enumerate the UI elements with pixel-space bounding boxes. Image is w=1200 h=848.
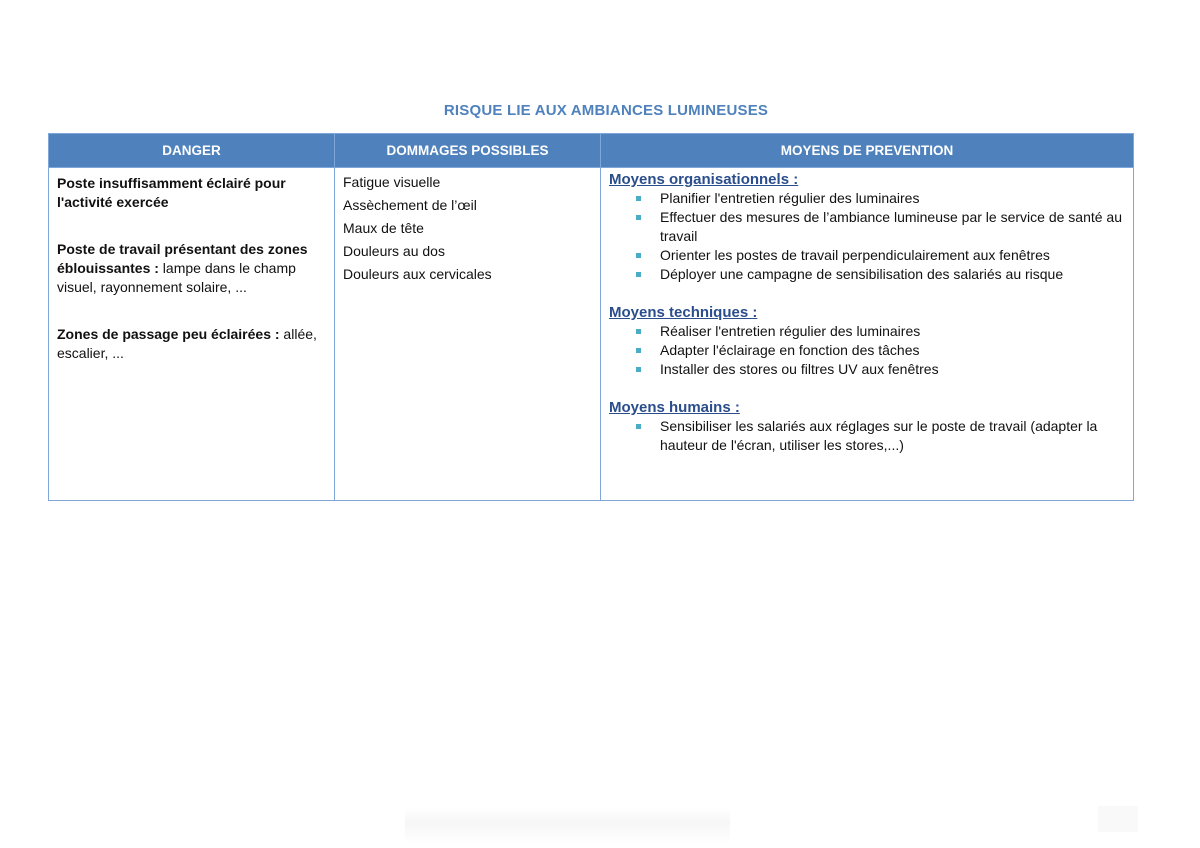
prevention-item-text: Orienter les postes de travail perpendiculairement aux fenêtres — [660, 247, 1050, 263]
table-header-row — [49, 134, 1134, 168]
prevention-item — [609, 246, 1125, 265]
dommage-item: Assèchement de l’œil — [343, 197, 477, 213]
prevention-heading: Moyens humains : — [609, 399, 740, 416]
square-bullet-icon — [636, 215, 641, 220]
danger-item — [57, 325, 326, 363]
prevention-item-text: Sensibiliser les salariés aux réglages sur le poste de travail (adapter la hauteur de l'écran, utiliser les stores,...) — [660, 418, 1098, 453]
square-bullet-icon — [636, 329, 641, 334]
square-bullet-icon — [636, 424, 641, 429]
square-bullet-icon — [636, 253, 641, 258]
prevention-item-text: Réaliser l'entretien régulier des luminaires — [660, 323, 921, 339]
prevention-item-text: Adapter l'éclairage en fonction des tâches — [660, 342, 920, 358]
danger-item — [57, 174, 326, 212]
square-bullet-icon — [636, 348, 641, 353]
prevention-item — [609, 189, 1125, 208]
prevention-group-techniques — [609, 303, 1125, 379]
header-danger: DANGER — [49, 134, 335, 168]
danger-detail: allée, escalier, ... — [57, 326, 317, 361]
danger-title: Poste de travail présentant des zones éblouissantes : — [57, 241, 308, 276]
header-prevention: MOYENS DE PREVENTION — [601, 134, 1134, 168]
prevention-list — [609, 417, 1125, 455]
danger-item — [57, 240, 326, 297]
prevention-item-text: Effectuer des mesures de l’ambiance lumineuse par le service de santé au travail — [660, 209, 1122, 244]
page-number-smudge — [1098, 806, 1138, 832]
table-row — [49, 168, 1134, 501]
prevention-item-text: Planifier l'entretien régulier des luminaires — [660, 190, 920, 206]
dommage-item: Douleurs au dos — [343, 243, 445, 259]
square-bullet-icon — [636, 367, 641, 372]
danger-cell — [49, 168, 335, 501]
prevention-item — [609, 208, 1125, 246]
danger-title: Zones de passage peu éclairées : — [57, 326, 280, 342]
dommage-item: Maux de tête — [343, 220, 424, 236]
footer-smudge — [405, 808, 730, 844]
prevention-heading: Moyens organisationnels : — [609, 171, 799, 188]
square-bullet-icon — [636, 196, 641, 201]
dommage-item: Douleurs aux cervicales — [343, 266, 492, 282]
header-dommages: DOMMAGES POSSIBLES — [335, 134, 601, 168]
danger-detail: lampe dans le champ visuel, rayonnement solaire, ... — [57, 260, 296, 295]
square-bullet-icon — [636, 272, 641, 277]
page-title: RISQUE LIE AUX AMBIANCES LUMINEUSES — [443, 102, 769, 119]
dommages-cell — [335, 168, 601, 501]
prevention-item-text: Déployer une campagne de sensibilisation des salariés au risque — [660, 266, 1064, 282]
prevention-list — [609, 322, 1125, 379]
prevention-item-text: Installer des stores ou filtres UV aux fenêtres — [660, 361, 939, 377]
prevention-item — [609, 322, 1125, 341]
prevention-group-organisationnels — [609, 170, 1125, 284]
prevention-cell — [601, 168, 1134, 501]
danger-title: Poste insuffisamment éclairé pour l'activité exercée — [57, 175, 286, 210]
risk-table — [48, 133, 1134, 501]
prevention-list — [609, 189, 1125, 284]
dommage-item: Fatigue visuelle — [343, 174, 441, 190]
prevention-group-humains — [609, 398, 1125, 455]
prevention-item — [609, 341, 1125, 360]
prevention-item — [609, 265, 1125, 284]
prevention-heading: Moyens techniques : — [609, 304, 758, 321]
prevention-item — [609, 417, 1125, 455]
prevention-item — [609, 360, 1125, 379]
